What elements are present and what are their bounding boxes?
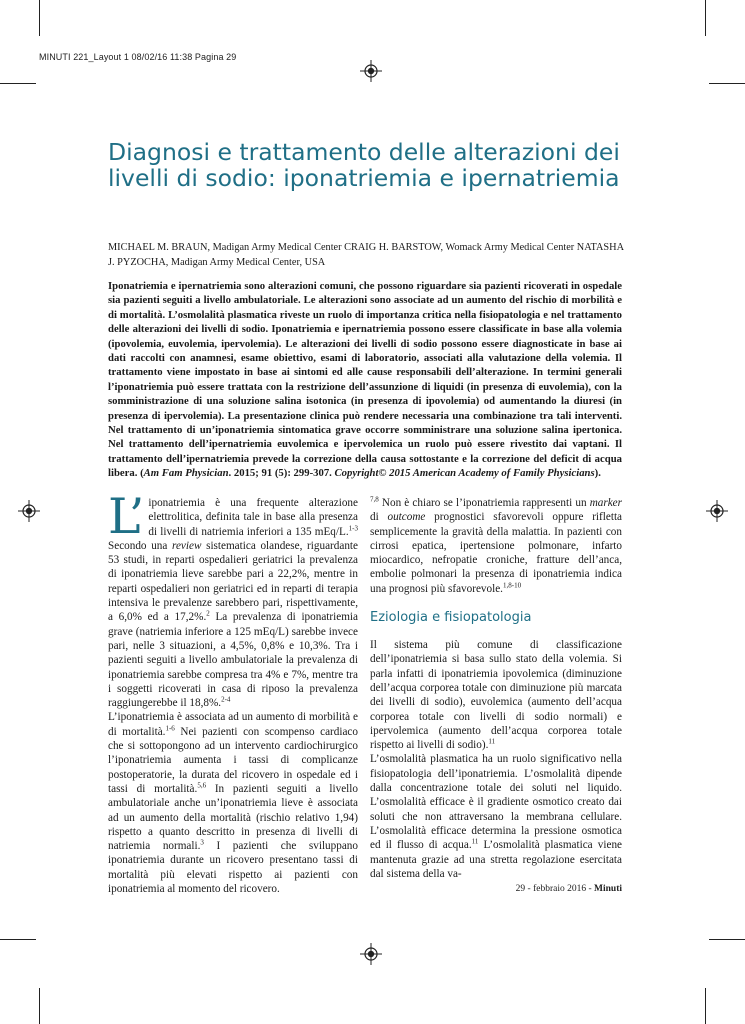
crop-mark-top-right-h — [709, 83, 745, 84]
crop-mark-top-right-v — [705, 0, 706, 36]
p4-text-b: L’osmolalità plasmatica viene mantenuta grazie ad una stretta regolazione esercitata dal sistema della va- — [370, 839, 623, 880]
p2-text-a: L’iponatriemia è associata ad un aumento di morbilità e di mortalità. — [108, 711, 358, 738]
abstract-citation-volume: . 2015; 91 (5): 299-307. — [228, 467, 335, 480]
citation-sup: 2-4 — [221, 695, 231, 704]
registration-mark-top-icon — [360, 60, 382, 82]
p1-text-b: Secondo una — [108, 539, 173, 552]
citation-sup: 3 — [200, 838, 204, 847]
footer-page-date: 29 - febbraio 2016 - — [515, 884, 595, 894]
abstract-text: Iponatriemia e ipernatriemia sono alterazioni comuni, che possono riguardare sia pazienti ricoverati in ospedale sia pazienti seguiti a livello ambulatoriale. Le alterazioni sono associate ad un aumento del rischio di morbilità e di mortalità. L’osmolalità plasmatica riveste un ruolo di importanza critica nella fisiopatologia e nel trattamento delle alterazioni dei livelli di sodio. Iponatriemia e ipernatriemia possono essere classificate in base alla volemia (ipovolemia, euvolemia, ipervolemia). Le alterazioni dei livelli di sodio possono essere diagnosticate in base ai dati raccolti con anamnesi, esame obiettivo, esami di laboratorio, associati alla valutazione della volemia. Il trattamento viene impostato in base ai sintomi ed alle cause responsabili dell’alterazione. In termini generali l’iponatriemia può essere trattata con la restrizione dell’assunzione di liquidi (in presenza di euvolemia), con la somministrazione di una soluzione salina isotonica (in presenza di ipovolemia) od aumentando la diuresi (in presenza di ipervolemia). La presentazione clinica può rendere necessaria una combinazione tra tali interventi. Nel trattamento di un’iponatriemia sintomatica grave occorre somministrare una soluzione salina ipertonica. Nel trattamento dell’ipernatriemia euvolemica e ipervolemica un ruolo può essere rivestito dai vaptani. Il trattamento dell’ipernatriemia prevede la correzione della causa sottostante e la correzione del deficit di acqua libera. — [108, 280, 622, 480]
citation-sup: 7,8 — [370, 495, 379, 504]
citation-sup: 11 — [471, 837, 479, 846]
article-abstract — [108, 279, 622, 481]
print-slug: MINUTI 221_Layout 1 08/02/16 11:38 Pagina 29 — [39, 52, 237, 62]
p2-text-d: I pazienti che sviluppano iponatriemia durante un ricovero presentano tassi di mortalità più elevati rispetto ai pazienti con iponatriemia al momento del ricovero. — [108, 840, 358, 896]
article-authors: MICHAEL M. BRAUN, Madigan Army Medical Center CRAIG H. BARSTOW, Womack Army Medical Center NATASHA J. PYZOCHA, Madigan Army Medical Center, USA — [108, 242, 624, 268]
crop-mark-bottom-right-h — [709, 939, 745, 940]
p1-text-d: La prevalenza di iponatriemia grave (natriemia inferiore a 125 mEq/L) sarebbe invece pari, nelle 3 situazioni, a 4,5%, 0,8% e 10,3%. Tra i pazienti seguiti a livello ambulatoriale la prevalenza di iponatriemia sarebbe compresa tra 4% e 7%, mentre tra i soggetti ricoverati in casa di riposo la prevalenza raggiungerebbe il 18,8%. — [108, 611, 358, 710]
body-paragraph-2 — [108, 710, 358, 896]
citation-sup: 11 — [488, 737, 496, 746]
abstract-copyright: Copyright© 2015 American Academy of Family Physicians — [334, 467, 595, 480]
body-paragraph-1 — [108, 488, 358, 710]
article-title: Diagnosi e trattamento delle alterazioni dei livelli di sodio: iponatriemia e ipernatriemia — [108, 138, 620, 192]
drop-cap: L’ — [108, 488, 145, 545]
p2-text-b: Nei pazienti con scompenso cardiaco che si sottopongono ad un intervento cardiochirurgico l’iponatriemia aumenta i tassi di complicanze postoperatorie, la durata del ricovero in ospedale ed i tassi di mortalità. — [108, 725, 358, 795]
p1-review-italic: review — [172, 539, 202, 552]
p4-text-a: L’osmolalità plasmatica ha un ruolo significativo nella fisiopatologia dell’iponatriemia. L’osmolalità dipende dalla concentrazione totale dei soluti nel liquido. L’osmolalità efficace è il gradiente osmotico creato dai soluti che non attraversano la membrana cellulare. L’osmolalità efficace determina la pressione osmotica ed il flusso di acqua. — [370, 753, 622, 852]
body-column-right — [370, 496, 622, 881]
abstract-citation-journal: Am Fam Physician — [143, 467, 229, 480]
crop-mark-top-left-h — [0, 83, 36, 84]
abstract-citation-close: ). — [594, 467, 601, 480]
p2-text-c: In pazienti seguiti a livello ambulatoriale anche un’iponatriemia lieve è associata ad un aumento della mortalità (rischio relativo 1,94) rispetto a quanto descritto in presenza di livelli di natriemia normali. — [108, 782, 358, 853]
crop-mark-bottom-left-h — [0, 939, 36, 940]
citation-sup: 1-6 — [165, 724, 175, 733]
body-paragraph-2-continued — [370, 496, 622, 596]
crop-mark-bottom-right-v — [705, 988, 706, 1024]
page-footer — [516, 884, 622, 894]
p2-text-e: Non è chiaro se l’iponatriemia rappresenti un — [378, 497, 590, 509]
body-column-left — [108, 488, 358, 896]
registration-mark-left-icon — [18, 500, 40, 522]
p1-text-c: sistematica olandese, riguardante 53 studi, in reparti ospedalieri geriatrici la prevalenza di iponatriemia lieve sarebbe pari a 22,2%, mentre in reparti ospedalieri non geriatrici ed in reparti di terapia intensiva le prevalenze sarebbero pari, rispettivamente, a 6,0% ed a 17,2%. — [108, 539, 358, 624]
p2-text-g: prognostici sfavorevoli oppure rifletta semplicemente la gravità della malattia. In pazienti con cirrosi epatica, ipertensione polmonare, infarto miocardico, nefropatie croniche, fratture dell’anca, embolie polmonari la presenza di iponatriemia indica una prognosi più sfavorevole. — [370, 511, 623, 595]
crop-mark-top-left-v — [39, 0, 40, 36]
citation-sup: 1-3 — [348, 523, 358, 532]
citation-sup: 2 — [206, 609, 210, 618]
body-paragraph-3 — [370, 638, 622, 752]
registration-mark-right-icon — [706, 500, 728, 522]
crop-mark-bottom-left-v — [39, 988, 40, 1024]
p2-outcome-italic: outcome — [387, 511, 426, 524]
p1-text-a: iponatriemia è una frequente alterazione elettrolitica, definita tale in base alla presenza di livelli di natriemia inferiori a 135 mEq/L. — [148, 497, 358, 538]
p2-text-f: di — [370, 511, 388, 524]
registration-mark-bottom-icon — [360, 943, 382, 965]
citation-sup: 5,6 — [197, 781, 207, 790]
p3-text-a: Il sistema più comune di classificazione dell’iponatriemia si basa sullo stato della volemia. Si parla infatti di iponatriemia ipovolemica (diminuzione dell’acqua corporea totale con diminuzione più marcata dei livelli di sodio), euvolemica (aumento dell’acqua corporea totale con livelli di sodio normali) e ipervolemica (aumento dell’acqua corporea totale rispetto ai livelli di sodio). — [370, 639, 622, 752]
section-heading: Eziologia e fisiopatologia — [370, 610, 532, 626]
citation-sup: 1,8-10 — [502, 581, 522, 590]
footer-journal-name: Minuti — [594, 884, 622, 894]
body-paragraph-4 — [370, 752, 622, 881]
abstract-citation-open: ( — [137, 467, 144, 480]
p2-marker-italic: marker — [589, 497, 622, 509]
